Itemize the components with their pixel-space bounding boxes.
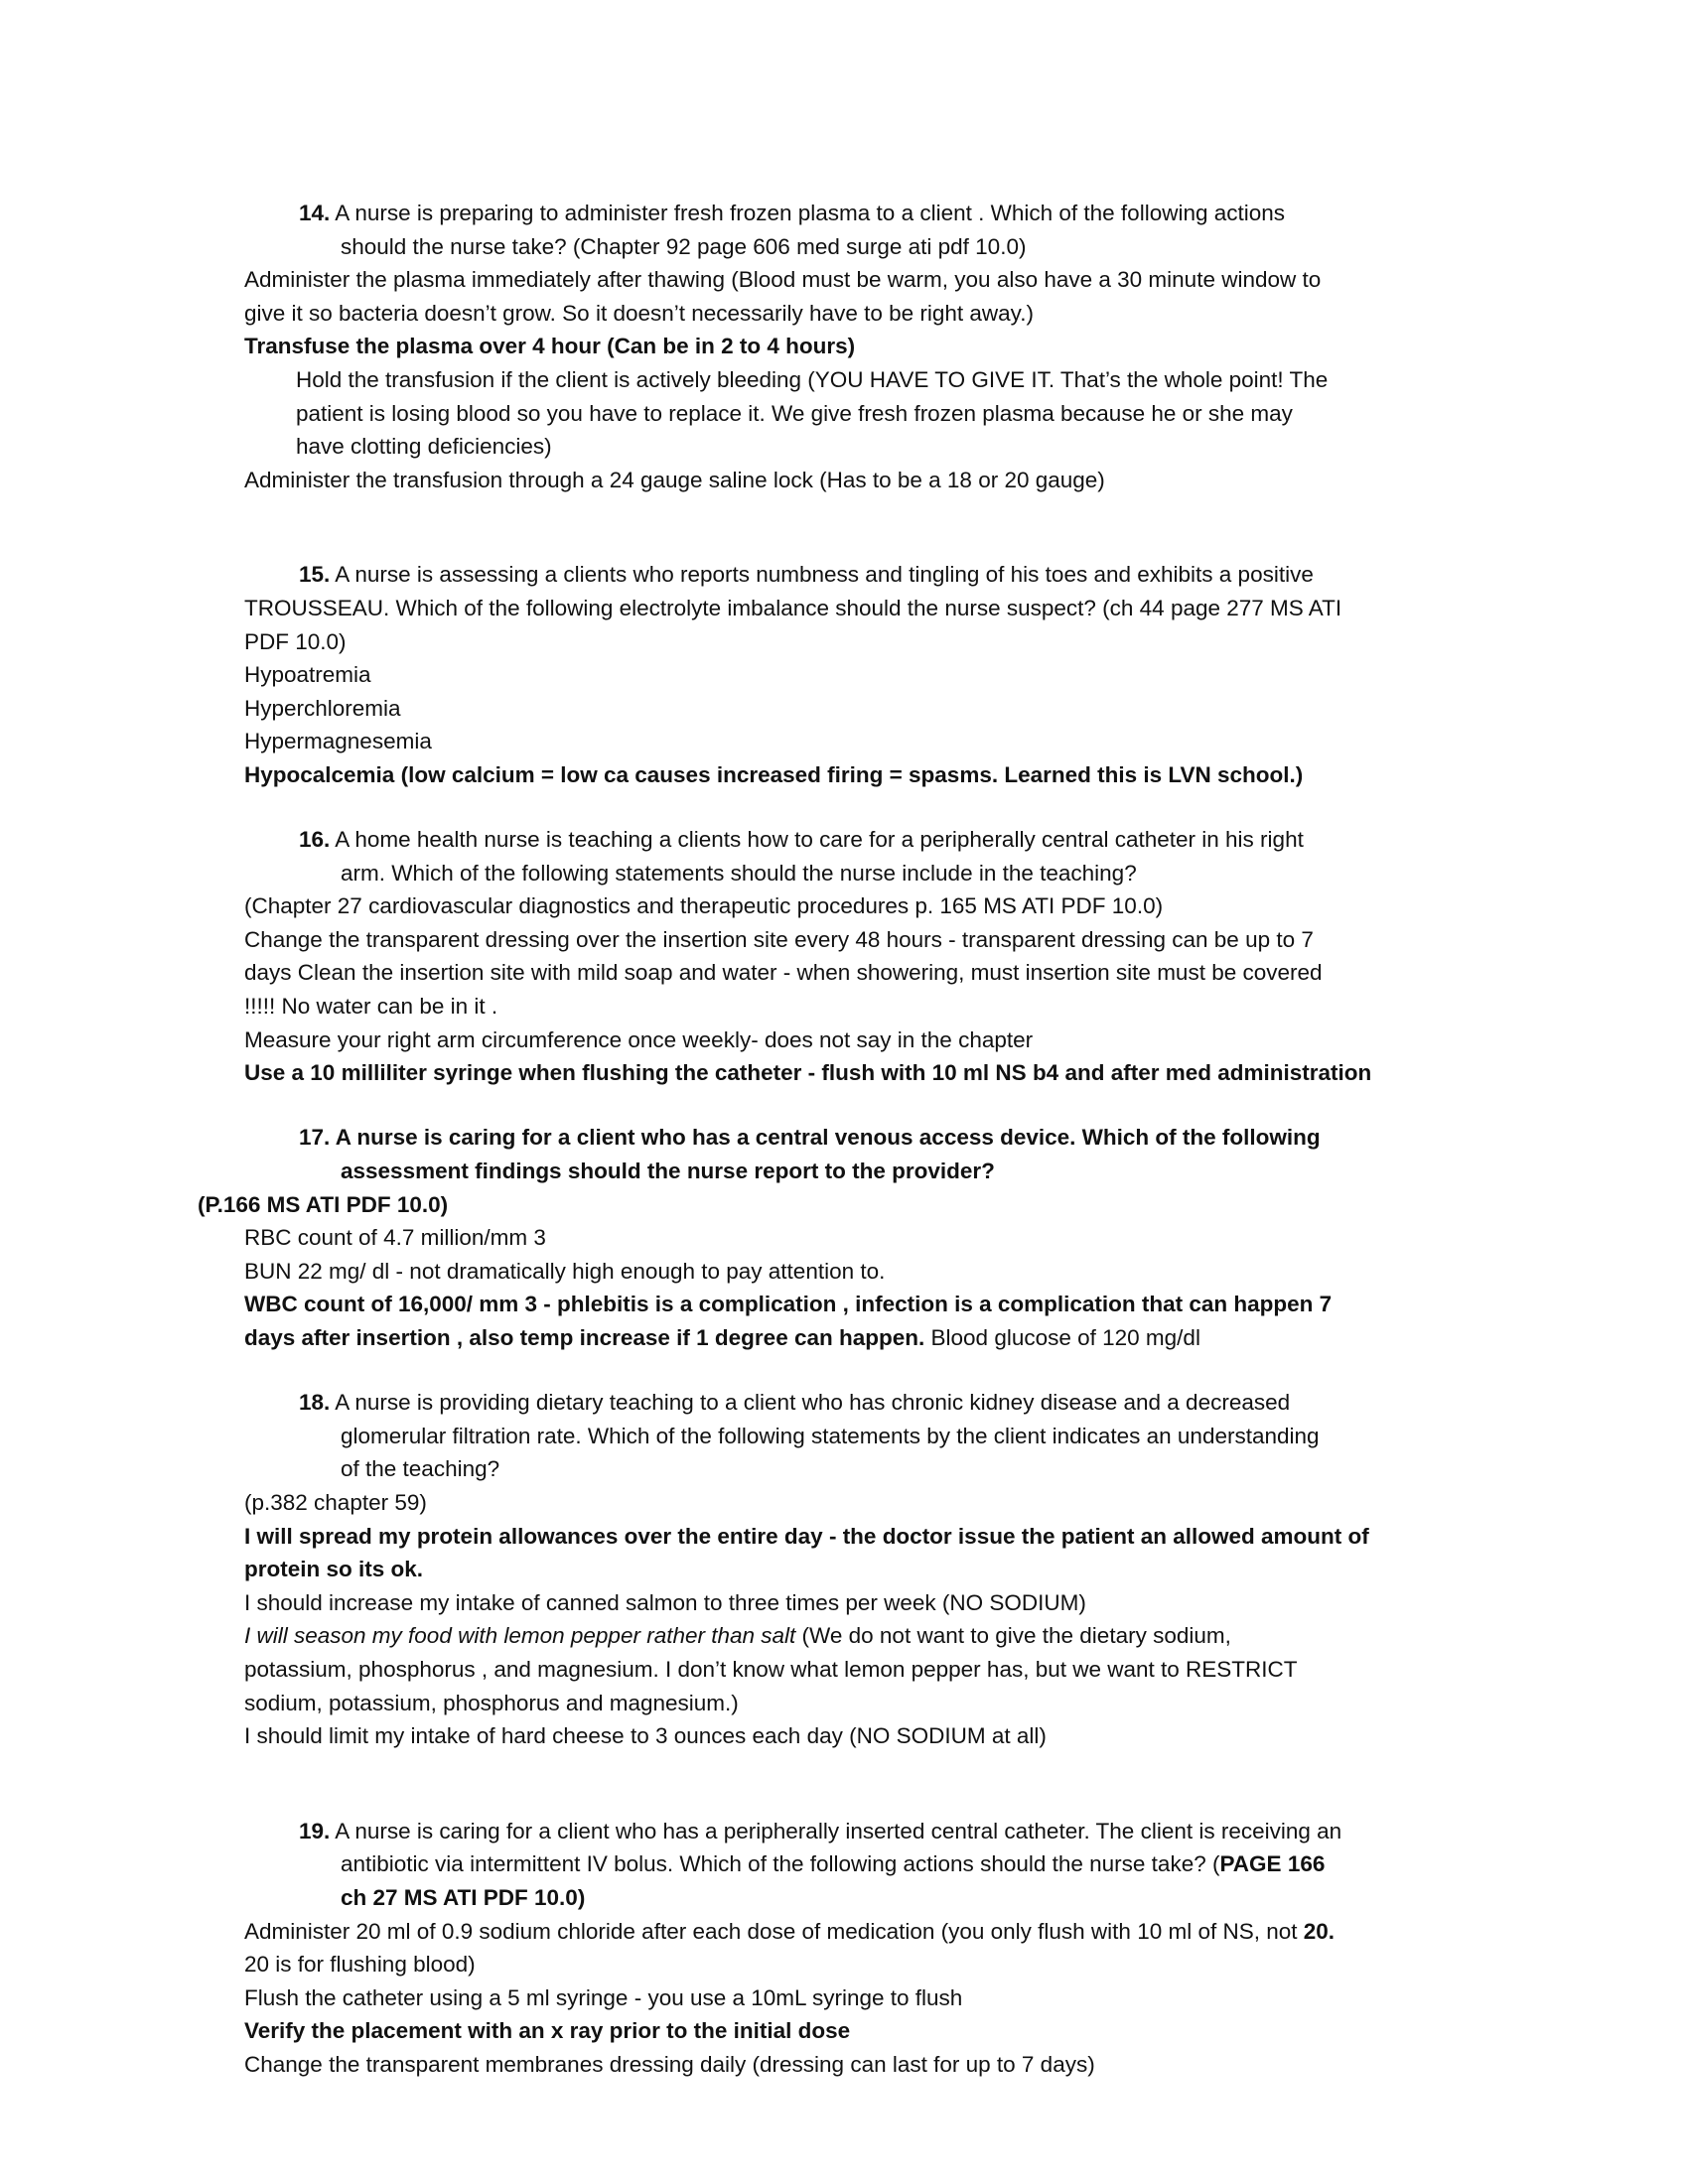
question-number: 15. bbox=[299, 562, 331, 588]
stem-text: assessment findings should the nurse report to the provider? bbox=[341, 1159, 995, 1184]
answer-line bbox=[0, 1321, 1688, 1355]
correct-answer: Use a 10 milliliter syringe when flushing the catheter - flush with 10 ml NS b4 and after med administration bbox=[244, 1060, 1372, 1086]
stem-text: should the nurse take? (Chapter 92 page 606 med surge ati pdf 10.0) bbox=[341, 233, 1027, 259]
answer-note: (We do not want to give the dietary sodium, bbox=[795, 1623, 1231, 1649]
answer-note: 20 is for flushing blood) bbox=[244, 1952, 476, 1978]
answer-option: Change the transparent dressing over the insertion site every 48 hours - transparent dressing can be up to 7 bbox=[244, 926, 1314, 952]
correct-answer: days after insertion , also temp increase if 1 degree can happen. bbox=[244, 1325, 925, 1350]
answer-option: I should limit my intake of hard cheese to 3 ounces each day (NO SODIUM at all) bbox=[244, 1723, 1047, 1749]
correct-answer: Verify the placement with an x ray prior to the initial dose bbox=[244, 2018, 851, 2044]
question-15 bbox=[0, 558, 1688, 791]
stem-text: arm. Which of the following statements should the nurse include in the teaching? bbox=[341, 860, 1137, 886]
question-19 bbox=[0, 1815, 1688, 2082]
answer-option: Hypoatremia bbox=[244, 662, 371, 688]
answer-option: Administer the plasma immediately after thawing (Blood must be warm, you also have a 30 minute window to bbox=[244, 267, 1322, 293]
answer-line bbox=[0, 1619, 1688, 1653]
reference: PAGE 166 bbox=[1219, 1851, 1326, 1877]
question-stem bbox=[0, 1386, 1688, 1420]
reference: (P.166 MS ATI PDF 10.0) bbox=[198, 1191, 449, 1217]
answer-option: Change the transparent membranes dressing daily (dressing can last for up to 7 days) bbox=[244, 2051, 1095, 2077]
correct-answer: Hypocalcemia (low calcium = low ca causes increased firing = spasms. Learned this is LVN school.) bbox=[244, 761, 1304, 787]
question-17 bbox=[0, 1121, 1688, 1354]
answer-option: Hold the transfusion if the client is actively bleeding (YOU HAVE TO GIVE IT. That’s the whole point! The bbox=[296, 366, 1329, 392]
answer-option: Hypermagnesemia bbox=[244, 729, 432, 754]
question-number: 14. bbox=[299, 201, 331, 225]
answer-option: days Clean the insertion site with mild soap and water - when showering, must insertion site must be covered bbox=[244, 960, 1323, 986]
answer-option: Measure your right arm circumference once weekly- does not say in the chapter bbox=[244, 1026, 1034, 1052]
question-stem bbox=[0, 1815, 1688, 1848]
stem-text: A nurse is caring for a client who has a peripherally inserted central catheter. The client is receiving an bbox=[335, 1818, 1342, 1843]
question-number: 19. bbox=[299, 1818, 331, 1843]
answer-option bbox=[0, 1915, 1688, 1949]
question-stem bbox=[0, 823, 1688, 857]
question-number: 17. bbox=[299, 1125, 331, 1151]
correct-answer: protein so its ok. bbox=[244, 1557, 424, 1582]
question-stem bbox=[0, 1121, 1688, 1155]
correct-answer: I will spread my protein allowances over the entire day - the doctor issue the patient an allowed amount of bbox=[244, 1523, 1369, 1549]
stem-text: A nurse is preparing to administer fresh frozen plasma to a client . Which of the following actions bbox=[335, 201, 1286, 225]
stem-text: glomerular filtration rate. Which of the following statements by the client indicates an understanding bbox=[341, 1423, 1320, 1448]
question-number: 16. bbox=[299, 827, 331, 853]
correct-answer: Transfuse the plasma over 4 hour (Can be in 2 to 4 hours) bbox=[244, 334, 856, 359]
answer-option: Hyperchloremia bbox=[244, 695, 401, 721]
question-stem bbox=[0, 558, 1688, 592]
stem-text: A nurse is caring for a client who has a central venous access device. Which of the following bbox=[335, 1125, 1321, 1151]
question-14 bbox=[0, 197, 1688, 496]
stem-text: A nurse is providing dietary teaching to a client who has chronic kidney disease and a decreased bbox=[335, 1390, 1291, 1416]
answer-option: Blood glucose of 120 mg/dl bbox=[930, 1325, 1200, 1350]
correct-answer: WBC count of 16,000/ mm 3 - phlebitis is a complication , infection is a complication that can happen 7 bbox=[244, 1292, 1333, 1317]
question-stem bbox=[0, 197, 1688, 230]
reference: (p.382 chapter 59) bbox=[244, 1489, 427, 1515]
question-number: 18. bbox=[299, 1390, 331, 1416]
stem-text: PDF 10.0) bbox=[244, 628, 347, 654]
reference: (Chapter 27 cardiovascular diagnostics and therapeutic procedures p. 165 MS ATI PDF 10.0) bbox=[244, 893, 1164, 919]
answer-option: have clotting deficiencies) bbox=[296, 434, 552, 460]
answer-text: 20. bbox=[1303, 1918, 1336, 1944]
answer-option: Flush the catheter using a 5 ml syringe - you use a 10mL syringe to flush bbox=[244, 1984, 963, 2010]
stem-text: A nurse is assessing a clients who reports numbness and tingling of his toes and exhibits a positive bbox=[335, 562, 1314, 588]
stem-text: antibiotic via intermittent IV bolus. Which of the following actions should the nurse take? ( bbox=[341, 1851, 1220, 1877]
answer-option: !!!!! No water can be in it . bbox=[244, 994, 498, 1020]
answer-option: Administer the transfusion through a 24 gauge saline lock (Has to be a 18 or 20 gauge) bbox=[244, 467, 1105, 492]
stem-text bbox=[0, 1847, 1688, 1881]
question-16 bbox=[0, 823, 1688, 1090]
document-page bbox=[0, 197, 1688, 2081]
answer-option: I will season my food with lemon pepper rather than salt bbox=[244, 1623, 796, 1649]
question-18 bbox=[0, 1386, 1688, 1753]
stem-text: TROUSSEAU. Which of the following electrolyte imbalance should the nurse suspect? (ch 44 page 277 MS ATI bbox=[244, 595, 1342, 620]
answer-option: patient is losing blood so you have to replace it. We give fresh frozen plasma because he or she may bbox=[296, 400, 1293, 426]
reference: ch 27 MS ATI PDF 10.0) bbox=[341, 1884, 586, 1910]
answer-option: I should increase my intake of canned salmon to three times per week (NO SODIUM) bbox=[244, 1589, 1086, 1615]
answer-option: give it so bacteria doesn’t grow. So it doesn’t necessarily have to be right away.) bbox=[244, 300, 1035, 326]
stem-text: of the teaching? bbox=[341, 1456, 500, 1482]
answer-text: Administer 20 ml of 0.9 sodium chloride after each dose of medication (you only flush with 10 ml of NS, not bbox=[244, 1918, 1304, 1944]
stem-text: A home health nurse is teaching a clients how to care for a peripherally central catheter in his right bbox=[335, 827, 1304, 853]
answer-option: RBC count of 4.7 million/mm 3 bbox=[244, 1225, 546, 1251]
answer-note: potassium, phosphorus , and magnesium. I don’t know what lemon pepper has, but we want to RESTRICT bbox=[244, 1656, 1298, 1682]
answer-option: BUN 22 mg/ dl - not dramatically high enough to pay attention to. bbox=[244, 1258, 886, 1284]
answer-note: sodium, potassium, phosphorus and magnesium.) bbox=[244, 1690, 739, 1715]
